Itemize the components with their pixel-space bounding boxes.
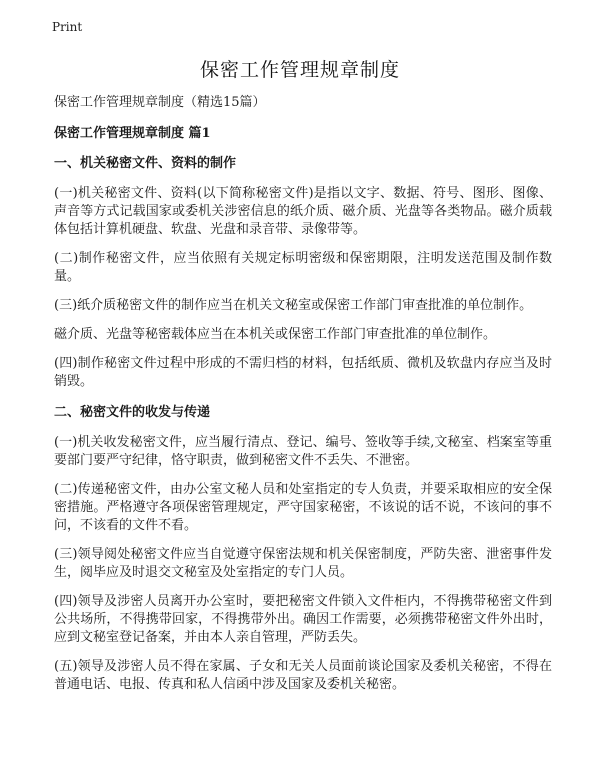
section-1-paragraph-3: (三)纸介质秘密文件的制作应当在机关文秘室或保密工作部门审查批准的单位制作。 xyxy=(54,298,533,313)
section-1-paragraph-4: 磁介质、光盘等秘密载体应当在本机关或保密工作部门审查批准的单位制作。 xyxy=(54,327,497,342)
print-label: Print xyxy=(52,20,83,34)
section-2-paragraph-5: (五)领导及涉密人员不得在家属、子女和无关人员面前谈论国家及委机关秘密，不得在普通电话、电报、传真和私人信函中涉及国家及委机关秘密。 xyxy=(54,659,552,692)
document-title: 保密工作管理规章制度 xyxy=(199,59,400,81)
section-2-paragraph-4: (四)领导及涉密人员离开办公室时，要把秘密文件锁入文件柜内，不得携带秘密文件到公共场所，不得携带回家，不得携带外出。确因工作需要，必须携带秘密文件外出时，应到文秘室登记备案，并由本人亲自管理，严防丢失。 xyxy=(54,594,552,645)
section-2-paragraph-3: (三)领导阅处秘密文件应当自觉遵守保密法规和机关保密制度，严防失密、泄密事件发生，阅毕应及时退交文秘室及处室指定的专门人员。 xyxy=(54,547,552,580)
section-1-paragraph-2: (二)制作秘密文件，应当依照有关规定标明密级和保密期限，注明发送范围及制作数量。 xyxy=(54,251,552,284)
section-1-paragraph-1: (一)机关秘密文件、资料(以下简称秘密文件)是指以文字、数据、符号、图形、图像、声音等方式记载国家或委机关涉密信息的纸介质、磁介质、光盘等各类物品。磁介质载体包括计算机硬盘、软盘、光盘和录音带、录像带等。 xyxy=(54,186,552,237)
section-2-heading: 二、秘密文件的收发与传递 xyxy=(54,405,211,420)
section-1-paragraph-5: (四)制作秘密文件过程中形成的不需归档的材料，包括纸质、微机及软盘内存应当及时销毁。 xyxy=(54,356,552,389)
section-1-heading: 一、机关秘密文件、资料的制作 xyxy=(54,156,237,171)
document-subtitle: 保密工作管理规章制度（精选15篇） xyxy=(54,95,266,110)
article-heading: 保密工作管理规章制度 篇1 xyxy=(54,126,211,141)
document-body xyxy=(54,94,552,705)
section-2-paragraph-1: (一)机关收发秘密文件，应当履行清点、登记、编号、签收等手续,文秘室、档案室等重要部门要严守纪律，恪守职责，做到秘密文件不丢失、不泄密。 xyxy=(54,435,552,468)
section-2-paragraph-2: (二)传递秘密文件，由办公室文秘人员和处室指定的专人负责，并要采取相应的安全保密措施。严格遵守各项保密管理规定，严守国家秘密，不该说的话不说，不该问的事不问，不该看的文件不看。 xyxy=(54,482,552,533)
